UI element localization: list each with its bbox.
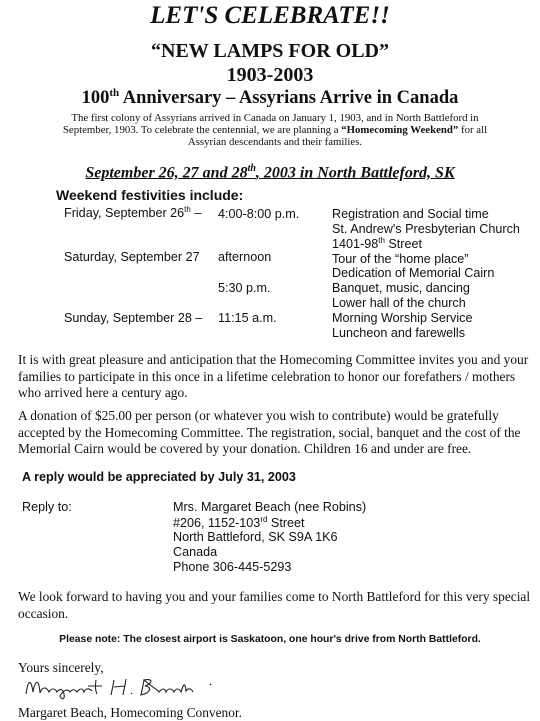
handwritten-signature	[22, 668, 242, 702]
festivities-heading: Weekend festivities include:	[56, 187, 244, 203]
schedule-event-street	[332, 236, 422, 251]
reply-to-label: Reply to:	[22, 500, 72, 514]
schedule-event-registration: Registration and Social time	[332, 207, 489, 221]
intro-text-1: The first colony of Assyrians arrived in Canada on January 1, 1903, and in North Battleford in September, 1903. To celebrate the centennial, we are planning a	[62, 112, 479, 136]
friday-suffix: th	[184, 205, 191, 214]
reply-street	[173, 515, 305, 530]
street-address-word: Street	[267, 516, 305, 531]
anniversary-number: 100	[81, 88, 110, 109]
signoff-name: Margaret Beach, Homecoming Convenor.	[18, 705, 242, 720]
street-number: 1401-98	[332, 237, 379, 252]
schedule-event-church: St. Andrew's Presbyterian Church	[332, 222, 520, 236]
anniversary-title: Anniversary – Assyrians Arrive in Canada	[119, 88, 459, 109]
donation-paragraph: A donation of $25.00 per person (or whatever you wish to contribute) would be gratefully accepted by the Homecoming Committee. The registration, social, banquet and the cost of the Memorial Cairn would be covered by your donation. Children 16 and under are free.	[18, 408, 521, 456]
schedule-event-luncheon: Luncheon and farewells	[332, 326, 466, 340]
reply-country: Canada	[173, 545, 218, 559]
street-address: #206, 1152-103	[173, 516, 261, 531]
headline-lets-celebrate: LET'S CELEBRATE!!	[150, 2, 390, 29]
dateline-suffix: th	[247, 163, 256, 174]
friday-dash: –	[190, 206, 202, 221]
reply-phone: Phone 306-445-5293	[173, 560, 292, 574]
schedule-time-saturday-evening: 5:30 p.m.	[218, 281, 271, 295]
schedule-event-banquet: Banquet, music, dancing	[332, 281, 470, 295]
airport-note: Please note: The closest airport is Saskatoon, one hour's drive from North Battleford.	[59, 634, 481, 645]
schedule-day-sunday: Sunday, September 28 –	[64, 311, 203, 325]
reply-city: North Battleford, SK S9A 1K6	[173, 530, 338, 544]
invitation-paragraph: It is with great pleasure and anticipation that the Homecoming Committee invites you and your families to participate in this once in a lifetime celebration to honor our forefathers / mothers who arrived here a century ago.	[18, 352, 529, 400]
dateline-location: , 2003 in North Battleford, SK	[255, 164, 455, 182]
intro-homecoming-highlight: “Homecoming Weekend”	[341, 124, 459, 136]
schedule-event-hall: Lower hall of the church	[332, 296, 466, 310]
schedule-time-saturday: afternoon	[218, 250, 272, 264]
reply-name: Mrs. Margaret Beach (nee Robins)	[173, 500, 367, 514]
street-address-suffix: rd	[260, 515, 268, 524]
schedule-day-friday	[64, 205, 201, 220]
friday-label: Friday, September 26	[64, 206, 185, 221]
event-dateline	[0, 163, 540, 182]
intro-paragraph	[50, 112, 500, 148]
headline-theme: “NEW LAMPS FOR OLD”	[151, 40, 389, 62]
headline-anniversary	[0, 87, 540, 109]
reply-deadline: A reply would be appreciated by July 31, 2003	[22, 470, 296, 484]
headline-years: 1903-2003	[226, 64, 314, 86]
yours-sincerely: Yours sincerely,	[18, 660, 104, 675]
intro-text-2: for all Assyrian descendants and their families.	[187, 124, 488, 148]
schedule-time-friday: 4:00-8:00 p.m.	[218, 207, 300, 221]
schedule-event-cairn: Dedication of Memorial Cairn	[332, 266, 495, 280]
schedule-time-sunday: 11:15 a.m.	[218, 311, 277, 325]
schedule-event-worship: Morning Worship Service	[332, 311, 473, 325]
street-word: Street	[384, 237, 422, 252]
street-suffix: th	[378, 236, 385, 245]
schedule-event-tour: Tour of the “home place”	[332, 252, 469, 266]
anniversary-suffix: th	[109, 87, 120, 99]
dateline-dates: September 26, 27 and 28	[85, 164, 248, 182]
schedule-day-saturday: Saturday, September 27	[64, 250, 200, 264]
look-forward-paragraph: We look forward to having you and your families come to North Battleford for this very special occasion.	[18, 589, 531, 621]
